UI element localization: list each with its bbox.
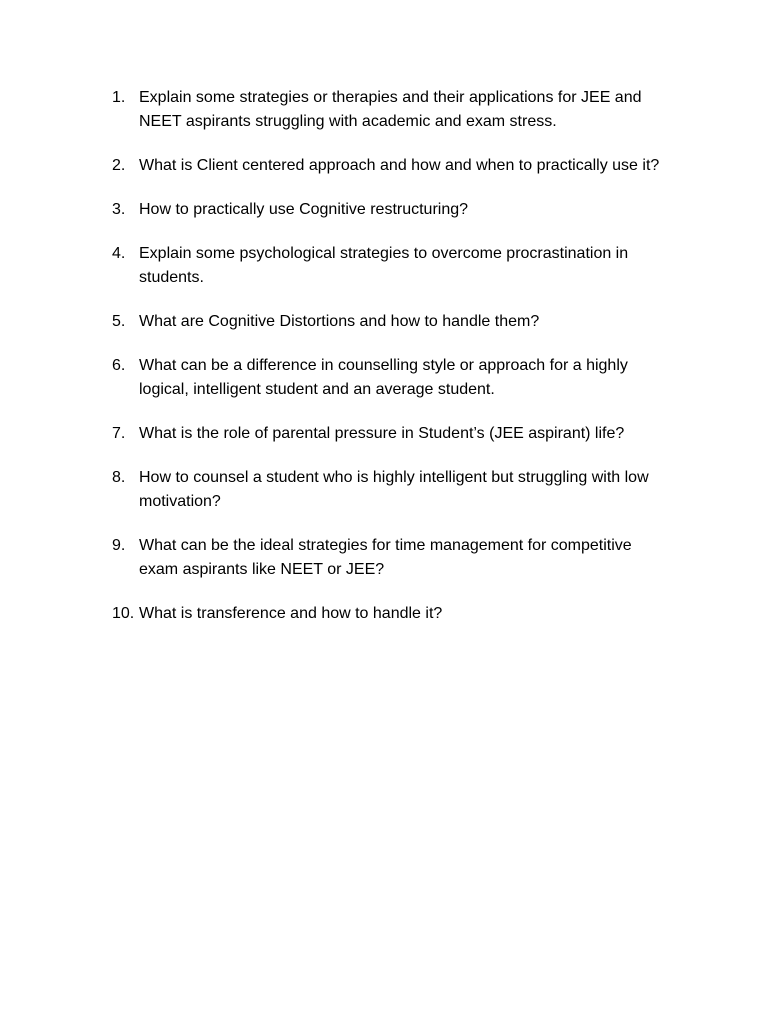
question-item-5 (112, 310, 672, 334)
question-item-3 (112, 198, 672, 222)
question-text: What is Client centered approach and how and when to practically use it? (139, 157, 660, 174)
question-text: How to practically use Cognitive restructuring? (139, 201, 469, 218)
question-text: Explain some psychological strategies to overcome procrastination in students. (139, 245, 629, 286)
question-text: What is the role of parental pressure in Student’s (JEE aspirant) life? (139, 425, 625, 442)
question-number: 9. (112, 537, 126, 554)
question-text: Explain some strategies or therapies and their applications for JEE and NEET aspirants struggling with academic and exam stress. (139, 89, 642, 130)
question-number: 1. (112, 89, 126, 106)
question-number: 6. (112, 357, 126, 374)
question-number: 2. (112, 157, 126, 174)
question-item-10 (112, 602, 672, 626)
question-item-4 (112, 242, 672, 290)
question-number: 5. (112, 313, 126, 330)
question-text: What can be the ideal strategies for time management for competitive exam aspirants like NEET or JEE? (139, 537, 632, 578)
question-item-9 (112, 534, 672, 582)
question-list (112, 86, 672, 646)
question-item-7 (112, 422, 672, 446)
question-item-1 (112, 86, 672, 134)
question-text: How to counsel a student who is highly intelligent but struggling with low motivation? (139, 469, 649, 510)
question-item-6 (112, 354, 672, 402)
question-number: 4. (112, 245, 126, 262)
question-number: 3. (112, 201, 126, 218)
question-text: What is transference and how to handle it? (139, 605, 443, 622)
question-number: 10. (112, 605, 135, 622)
question-text: What are Cognitive Distortions and how to handle them? (139, 313, 540, 330)
question-number: 8. (112, 469, 126, 486)
question-text: What can be a difference in counselling style or approach for a highly logical, intelligent student and an average student. (139, 357, 628, 398)
question-item-8 (112, 466, 672, 514)
question-number: 7. (112, 425, 126, 442)
question-item-2 (112, 154, 672, 178)
